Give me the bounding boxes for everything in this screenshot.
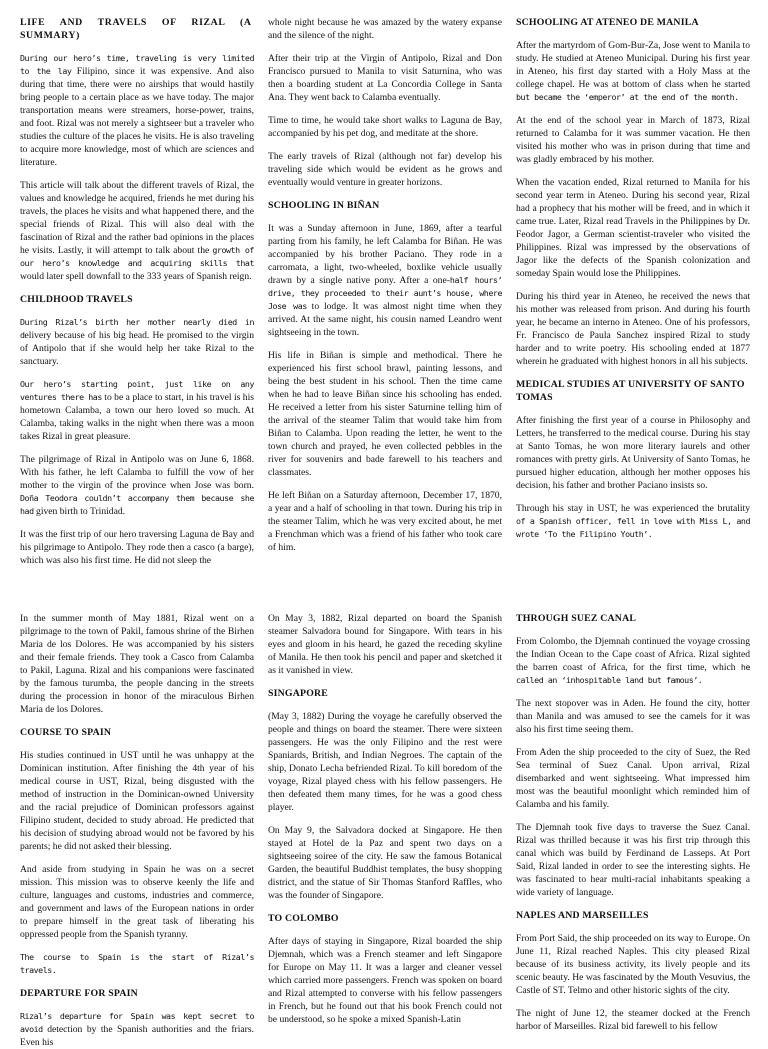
text-run: Through his stay in UST, he was experienced the brutality [516,503,750,514]
text-run: After the martyrdom of Gom-Bur-Za, Jose went to Manila to study. He studied at Ateneo Municipal. During his first year in Ateneo, his first day started with a Holy Mass at the college chapel. He was at bottom of class when he started [516,40,750,90]
paragraph [516,746,750,811]
text-run: The Djemnah took five days to traverse the Suez Canal. Rizal was thrilled because it was his first trip through this canal which was build by Ferdinand de Lasseps. At Port Said, Rizal landed in order to see the interesting sights. He was fascinated to hear multi-racial inhabitants speaking a wide variety of language. [516,822,750,898]
text-run: His studies continued in UST until he was unhappy at the Dominican institution. After finishing the 4th year of his medical course in UST, Rizal, being disgusted with the method of instruction in the Dominican-owned University and the racial prejudice of Dominican professors against Filipino student, decided to study abroad. He predicted that his decision of studying abroad would not be favored by his parents; he did not asked their blessing. [20,750,254,852]
paragraph [516,502,750,541]
section-heading: SCHOOLING IN BIÑAN [268,200,380,211]
text-run: And aside from studying in Spain he was on a secret mission. This mission was to observe keenly the life and culture, languages and customs, industries and commerce, and government and laws of the European nations in order to prepare himself in the great task of liberating his oppressed people from the Spanish tyranny. [20,864,254,940]
paragraph [20,179,254,283]
page-top-section [20,16,750,566]
paragraph [20,453,254,518]
text-run: On May 9, the Salvadora docked at Singapore. He then stayed at Hotel de la Paz and spent two days on a sightseeing soiree of the city. He saw the famous Botanical Garden, the beautiful Buddhist templates, the busy shopping district, and the statue of Sir Thomas Stanford Raffles, who was the founder of Singapore. [268,825,502,901]
paragraph [268,824,502,902]
text-run: Time to time, he would take short walks to Laguna de Bay, accompanied by his pet dog, and meditate at the shore. [268,115,502,139]
section-heading: MEDICAL STUDIES AT UNIVERSITY OF SANTO TOMAS [516,379,745,403]
text-run: In the summer month of May 1881, Rizal went on a pilgrimage to the town of Pakil, famous shrine of the Birhen Maria de los Dolores. He was accompanied by his sisters and their female friends. They took a Casco from Calamba to Pakil, Laguna. Rizal and his companions were fascinated by the famous turumba, the people dancing in the streets during the procession in honor of the miraculous Birhen Maria de los Dolores. [20,613,254,715]
paragraph [516,821,750,899]
paragraph [268,114,502,140]
text-run: This article will talk about the different travels of Rizal, the values and knowledge he acquired, friends he met during his travels, the places he visits and what happened there, and the special friends of Rizal. This will also deal with the fascination of Rizal and the rather bad opinions in the places he visits. Lastly, it will attempt to talk about the [20,180,254,256]
paragraph [268,52,502,104]
section-heading: SINGAPORE [268,688,329,699]
highlighted-text: Doña Teodora couldn’t accompany them because she had [20,493,254,516]
paragraph [20,1010,254,1049]
top-column-3 [516,16,750,556]
paragraph [268,222,502,339]
text-run: elivery because of his big head. He promised to the virgin of Antipolo that if she would help her take Rizal to the sanctuary. [20,330,254,367]
bottom-column-2 [268,612,502,1024]
text-run: On May 3, 1882, Rizal departed on board the Spanish steamer Salvadora bound for Singapore. With tears in his eyes and gloom in his heard, he gazed the receding skyline of Manila. He then took his pencil and paper and sketched it as it vanished in view. [268,613,502,676]
text-run: At the end of the school year in March of 1873, Rizal returned to Calamba for it was summer vacation. He then visited his mother who was in prison during that time and was gladly embraced by his mother. [516,115,750,165]
paragraph [516,1007,750,1033]
paragraph [20,528,254,567]
section-heading: TO COLOMBO [268,913,339,924]
highlighted-text: The course to Spain is the start of Rizal’s travels. [20,952,254,975]
section-heading: SCHOOLING AT ATENEO DE MANILA [516,17,699,28]
paragraph [20,52,254,169]
paragraph [268,349,502,479]
highlighted-text: Our hero’s starting point, just like on any ventures there has [20,379,254,402]
paragraph [20,612,254,716]
section-heading: DEPARTURE FOR SPAIN [20,988,138,999]
section-heading: THROUGH SUEZ CANAL [516,613,637,624]
text-run: given birth to Trinidad. [33,506,126,517]
highlighted-text: he called an ‘inhospitable land but famous’. [516,662,750,685]
paragraph [268,612,502,677]
paragraph [20,749,254,853]
text-run: When the vacation ended, Rizal returned to Manila for his second year term in Ateneo. During his second year, Rizal had a prophecy that his mother will be freed, and in which it came true. Later, Rizal read Travels in the Philippines by Dr. Feodor Jagor, a German scientist-traveler who visited the Philippines. Rizal was impressed by the observations of Jagor like the defects of the Spanish colonization and someday Spain would lose the Philippines. [516,177,750,279]
text-run: The early travels of Rizal (although not far) develop his traveling side which would be evident as he grows and eventually would venture in greater horizons. [268,151,502,188]
text-run: His life in Biñan is simple and methodical. There he experienced his first school brawl, painting lessons, and being the best student in his school. Then the time came when he had to leave Biñan since his schooling has ended. He received a letter from his sister Saturnine telling him of the arrival of the steamer Talim that would take him from Biñan to Calamba. Upon reading the letter, he went to the town church and prayed, he even collected pebbles in the river for souvenirs and bade farewell to his teachers and classmates. [268,350,502,478]
section-heading: COURSE TO SPAIN [20,727,112,738]
bottom-column-1 [20,612,254,1048]
top-column-2 [268,16,502,556]
text-run: would later spell downfall to the 333 years of Spanish reign. [20,271,252,282]
text-run: Filipino, since it was expensive. And also during that time, there were no airships that would hastily bring people to a certain place as we have today. The major transportation means were streamers, horse-power, trains, and foot. Rizal was not merely a sightseer but a traveler who studies the culture of the places he visits. He is also traveling to acquire more knowledge, most of which are sciences and literature. [20,66,255,168]
paragraph [268,16,502,42]
text-run: The pilgrimage of Rizal in Antipolo was on June 6, 1868. With his father, he left Calamba to fulfill the vow of her mother to the virgin of the province when Jose was born. [20,454,254,491]
highlighted-text: of a Spanish officer, fell in love with Miss L, and wrote ‘To the Filipino Youth’. [516,516,750,539]
section-heading: CHILDHOOD TRAVELS [20,294,133,305]
text-run: From Aden the ship proceeded to the city of Suez, the Red Sea terminal of Suez Canal. Upon arrival, Rizal disembarked and went sightseeing. What impressed him most was the beautiful moonlight which reminded him of Calamba and his family. [516,747,750,810]
text-run: After their trip at the Virgin of Antipolo, Rizal and Don Francisco pursued to Manila to visit Saturnina, who was then a boarding student at La Concordia College in Santa Ana. They went back to Calamba eventually. [268,53,502,103]
paragraph [516,290,750,368]
paragraph [268,710,502,814]
paragraph [516,697,750,736]
text-run: detection by the Spanish authorities and the friars. Even his [20,1024,254,1048]
top-column-1 [20,16,255,566]
paragraph [516,414,750,492]
text-run: (May 3, 1882) During the voyage he carefully observed the people and things on board the steamer. There were sixteen passengers. He was the only Filipino and the rest were Spaniards, British, and Indian Negroes. The captain of the ship, Donato Lecha befriended Rizal. To kill boredom of the voyage, Rizal played chess with his fellow passengers. He then defeated them many times, for he was a good chess player. [268,711,502,813]
page-bottom-section [20,612,750,1048]
paragraph [516,176,750,280]
text-run: During his third year in Ateneo, he received the news that his mother was released from prison. And during his fourth year, he became an interno in Ateneo. One of his professors, Fr. Francisco de Paula Sanchez inspired Rizal to study harder and to write poetry. His schooling ended at 1877 wherein he graduated with highest honors in all his subjects. [516,291,750,367]
paragraph [516,635,750,687]
highlighted-text: During Rizal’s birth her mother nearly died in d [20,317,254,340]
document-title: LIFE AND TRAVELS OF RIZAL (A SUMMARY) [20,17,251,41]
text-run: From Colombo, the Djemnah continued the voyage crossing the Indian Ocean to the Cape coast of Africa. Rizal sighted the barren coast of Africa, for the first time, which [516,636,750,673]
paragraph [268,935,502,1026]
paragraph [516,932,750,997]
text-run: It was a Sunday afternoon in June, 1869, after a tearful parting from his family, he left Calamba for Biñan. He was accompanied by his brother Paciano. They rode in a carromata, a light, two-wheeled, boxlike vehicle usually drawn by a single native pony. After a one- [268,223,502,286]
highlighted-text: but became the ‘emperor’ at the end of the month. [516,92,739,102]
paragraph [516,114,750,166]
highlighted-text: During our hero’s time, traveling is very limited to the lay [20,53,254,76]
highlighted-text: Rizal’s departure for Spain was kept secret to avoid [20,1011,254,1034]
text-run: The next stopover was in Aden. He found the city, hotter than Manila and was amused to see the camels for it was also his first time seeing them. [516,698,750,735]
highlighted-text: half hours’ drive, they proceeded to their aunt’s house, where Jose was [268,275,502,311]
text-run: After finishing the first year of a course in Philosophy and Letters, he transferred to the medical course. During his stay at Santo Tomas, he won more literary laurels and other romances with pretty girls. At University of Santo Tomas, he pursued higher education, although her mother opposes his decision, his father and brother Paciano insists so. [516,415,750,491]
paragraph [20,378,254,443]
paragraph [268,489,502,554]
text-run: The night of June 12, the steamer docked at the French harbor of Marseilles. Rizal bid farewell to his fellow [516,1008,750,1032]
bottom-column-3 [516,612,750,1032]
text-run: He left Biñan on a Saturday afternoon, December 17, 1870, a year and a half of schooling in that town. During his trip in the steamer Talim, which he was very excited about, he met a Frenchman which was a friend of his father who took care of him. [268,490,502,553]
text-run: From Port Said, the ship proceeded on its way to Europe. On June 11, Rizal reached Naples. This city pleased Rizal because of its business activity, its lively people and its scenic beauty. He was fascinated by the Mouth Vesuvius, the Castle of ST. Telmo and other historic sights of the city. [516,933,750,996]
paragraph [20,316,254,368]
paragraph [516,39,750,104]
text-run: whole night because he was amazed by the watery expanse and the silence of the night. [268,17,502,41]
paragraph [268,150,502,189]
text-run: to lodge. It was almost night time when they arrived. At the same night, his cousin named Leandro went sightseeing in the town. [268,301,502,338]
text-run: to be a place to start, in his travel is his hometown Calamba, a town our hero loved so much. At Calamba, taking walks in the night when there was a moon takes Rizal in great pleasure. [20,392,254,442]
text-run: It was the first trip of our hero traversing Laguna de Bay and his pilgrimage to Antipolo. They rode then a casco (a barge), which was also his first time. He did not sleep the [20,529,254,566]
section-heading: NAPLES AND MARSEILLES [516,910,649,921]
paragraph [20,951,254,977]
paragraph [20,863,254,941]
text-run: After days of staying in Singapore, Rizal boarded the ship Djemnah, which was a French steamer and left Singapore for Europe on May 11. It was a larger and cleaner vessel which carried more passengers. French was spoken on board and Rizal attempted to converse with his fellow passengers in French, but he found out that his book French could not be understood, so he spoke a mixed Spanish-Latin [268,936,502,1025]
highlighted-text: growth of our hero’s knowledge and acquiring skills that [20,245,254,268]
